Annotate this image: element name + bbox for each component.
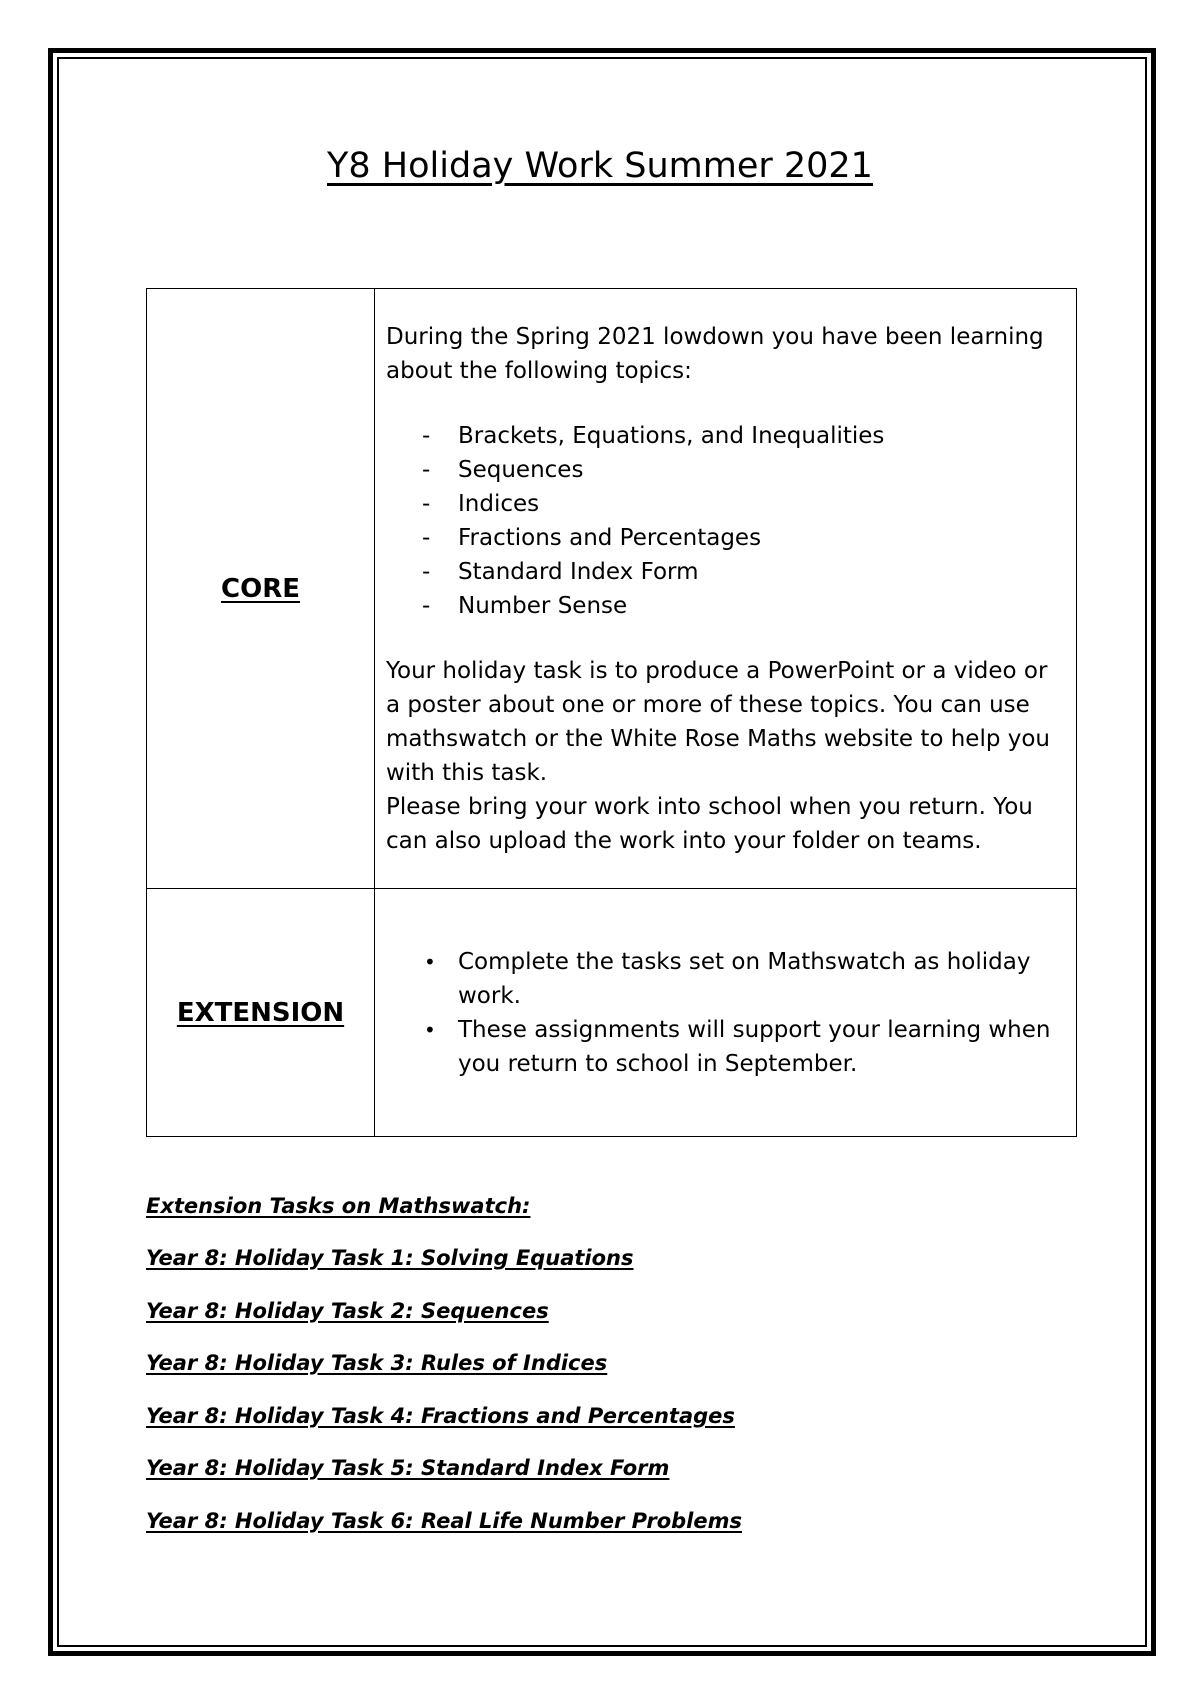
task-link-5[interactable]: Year 8: Holiday Task 5: Standard Index Form: [146, 1456, 670, 1480]
task-link-4[interactable]: Year 8: Holiday Task 4: Fractions and Percentages: [146, 1403, 735, 1428]
core-label: CORE: [147, 289, 375, 889]
dash-marker: -: [422, 558, 431, 585]
dash-marker: -: [422, 456, 431, 483]
dash-marker: -: [422, 422, 431, 449]
core-content: [375, 289, 1077, 889]
list-item: • Complete the tasks set on Mathswatch as holiday work.: [386, 945, 1058, 1013]
dash-marker: -: [422, 524, 431, 551]
task-link-2[interactable]: Year 8: Holiday Task 2: Sequences: [146, 1298, 549, 1323]
list-item: - Number Sense: [386, 589, 1058, 623]
bullet-icon: •: [424, 949, 436, 974]
list-item: - Brackets, Equations, and Inequalities: [386, 419, 1058, 453]
task-link-6[interactable]: Year 8: Holiday Task 6: Real Life Number Problems: [146, 1508, 743, 1533]
list-item: - Fractions and Percentages: [386, 521, 1058, 555]
core-intro: During the Spring 2021 lowdown you have been learning about the following topics:: [386, 323, 1044, 384]
extension-list: [386, 945, 1058, 1081]
dash-marker: -: [422, 490, 431, 517]
list-item: - Standard Index Form: [386, 555, 1058, 589]
list-item: - Sequences: [386, 453, 1058, 487]
task-link-3[interactable]: Year 8: Holiday Task 3: Rules of Indices: [146, 1351, 608, 1375]
tasks-heading: Extension Tasks on Mathswatch:: [146, 1194, 531, 1218]
document-title: Y8 Holiday Work Summer 2021: [327, 146, 873, 186]
extension-label: EXTENSION: [147, 889, 375, 1137]
core-bring-paragraph: Please bring your work into school when you return. You can also upload the work into your folder on teams.: [386, 793, 1033, 854]
extension-tasks-section: [146, 1192, 1046, 1559]
list-item: • These assignments will support your learning when you return to school in September.: [386, 1013, 1058, 1081]
task-link-1[interactable]: Year 8: Holiday Task 1: Solving Equations: [146, 1246, 634, 1270]
bullet-icon: •: [424, 1017, 436, 1042]
core-row: [147, 289, 1077, 889]
list-item: - Indices: [386, 487, 1058, 521]
dash-marker: -: [422, 592, 431, 619]
holiday-work-table: [146, 288, 1077, 1137]
core-task-paragraph: Your holiday task is to produce a PowerPoint or a video or a poster about one or more of these topics. You can use mathswatch or the White Rose Maths website to help you with this task.: [386, 657, 1051, 786]
extension-row: [147, 889, 1077, 1137]
topic-list: [386, 419, 1058, 623]
extension-content: [375, 889, 1077, 1137]
